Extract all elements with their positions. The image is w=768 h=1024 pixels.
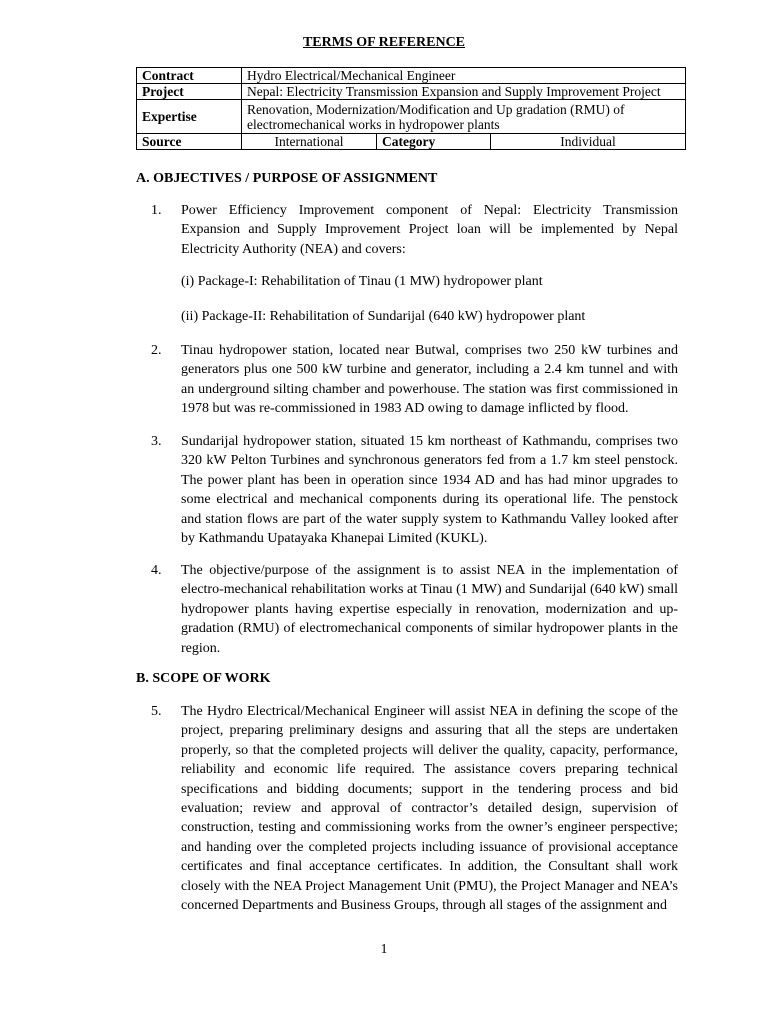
source-label: Source	[137, 134, 242, 150]
paragraph-number: 1.	[151, 203, 162, 218]
contract-value: Hydro Electrical/Mechanical Engineer	[242, 68, 686, 84]
paragraph-4	[136, 561, 678, 658]
paragraph-1	[136, 201, 678, 259]
project-value: Nepal: Electricity Transmission Expansion and Supply Improvement Project	[242, 84, 686, 100]
paragraph-2	[136, 341, 678, 419]
paragraph-text: Power Efficiency Improvement component of Nepal: Electricity Transmission Expansion and Supply Improvement Project loan will be implemented by Nepal Electricity Authority (NEA) and covers:	[181, 203, 678, 257]
document-title: TERMS OF REFERENCE	[302, 35, 466, 50]
package-item-i: (i) Package-I: Rehabilitation of Tinau (1 MW) hydropower plant	[181, 274, 543, 289]
paragraph-text: Tinau hydropower station, located near Butwal, comprises two 250 kW turbines and generators plus one 500 kW turbine and generator, including a 2.4 km tunnel and with an underground silting chamber and powerhouse. The station was first commissioned in 1978 but was re-commissioned in 1983 AD owing to damage inflicted by flood.	[181, 343, 678, 417]
paragraph-number: 4.	[151, 563, 162, 578]
paragraph-text: The Hydro Electrical/Mechanical Engineer will assist NEA in defining the scope of the project, preparing preliminary designs and assuring that all the steps are undertaken properly, so that the completed projects will deliver the quality, capacity, performance, reliability and economic life required. The assistance covers preparing technical specifications and bidding documents; support in the tendering process and bid evaluation; review and approval of contractor’s detailed design, supervision of construction, testing and commissioning works from the owner’s engineer perspective; and handing over the completed projects including issuance of provisional acceptance certificates and final acceptance certificates. In addition, the Consultant shall work closely with the NEA Project Management Unit (PMU), the Project Manager and NEA’s concerned Departments and Business Groups, through all stages of the assignment and	[181, 704, 678, 914]
paragraph-number: 2.	[151, 343, 162, 358]
source-row	[242, 134, 686, 150]
package-item-ii: (ii) Package-II: Rehabilitation of Sundarijal (640 kW) hydropower plant	[181, 309, 586, 324]
expertise-label: Expertise	[137, 100, 242, 134]
paragraph-number: 5.	[151, 704, 162, 719]
section-b-heading: B. SCOPE OF WORK	[136, 671, 271, 686]
source-value: International	[274, 134, 344, 149]
paragraph-text: The objective/purpose of the assignment is to assist NEA in the implementation of electro-mechanical rehabilitation works at Tinau (1 MW) and Sundarijal (640 kW) small hydropower plants having expertise especially in renovation, modernization and up-gradation (RMU) of electromechanical components of similar hydropower plants in the region.	[181, 563, 678, 656]
expertise-value: Renovation, Modernization/Modification and Up gradation (RMU) of electromechanical works in hydropower plants	[242, 100, 686, 134]
category-value: Individual	[491, 134, 686, 149]
page-number: 1	[380, 942, 388, 957]
info-table	[136, 67, 686, 150]
project-label: Project	[137, 84, 242, 100]
contract-label: Contract	[137, 68, 242, 84]
section-a-heading: A. OBJECTIVES / PURPOSE OF ASSIGNMENT	[136, 171, 438, 186]
paragraph-5	[136, 702, 678, 915]
category-label: Category	[377, 134, 491, 149]
paragraph-3	[136, 432, 678, 548]
paragraph-text: Sundarijal hydropower station, situated 15 km northeast of Kathmandu, comprises two 320 kW Pelton Turbines and synchronous generators fed from a 1.7 km steel penstock. The power plant has been in operation since 1934 AD and has had minor upgrades to some electrical and mechanical components during its operational life. The penstock and station flows are part of the water supply system to Kathmandu Valley looked after by Kathmandu Upatayaka Khanepai Limited (KUKL).	[181, 434, 678, 547]
paragraph-number: 3.	[151, 434, 162, 449]
